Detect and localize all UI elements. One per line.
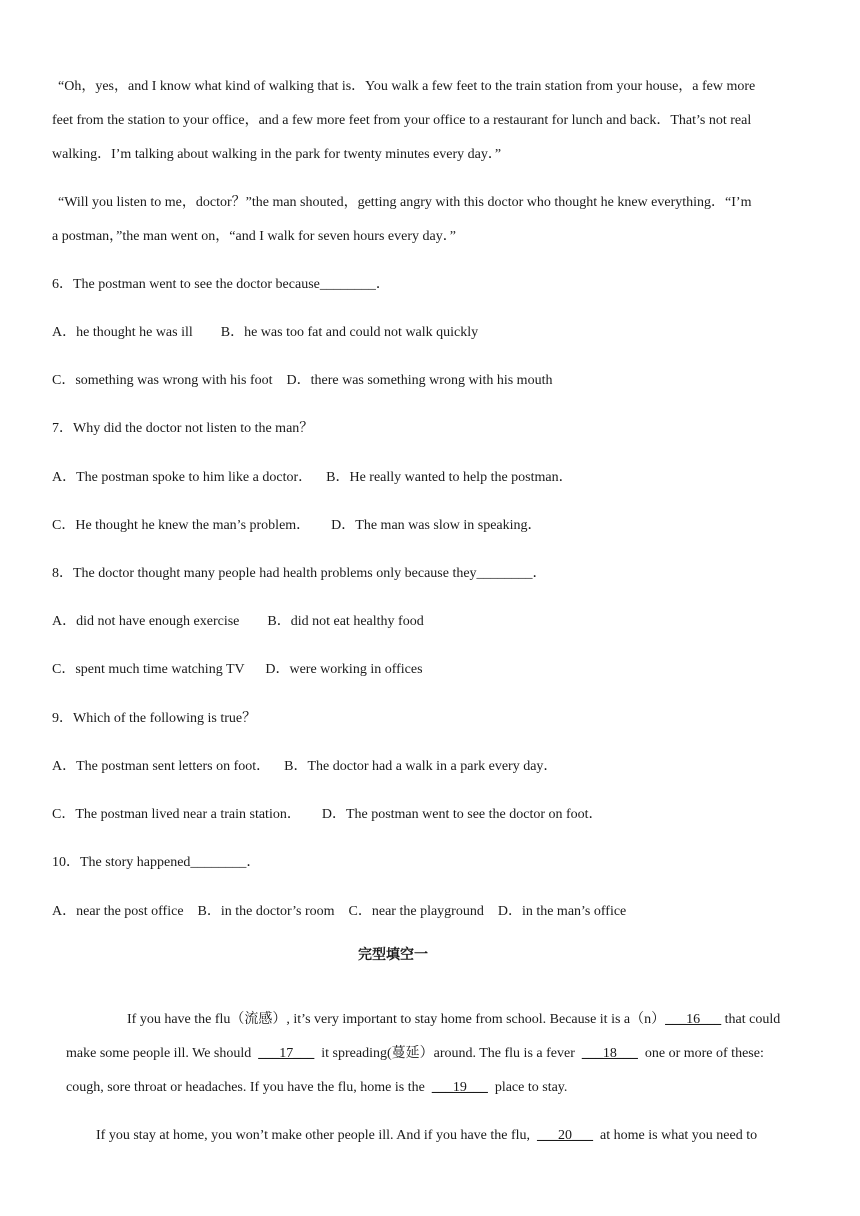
question-options: A．near the post office B．in the doctor’s room C．near the playground D．in the man’s office [52,904,627,919]
cloze-text: place to stay. [487,1080,568,1095]
blank-19: ___19___ [431,1080,488,1095]
passage-line: walking．I’m talking about walking in the park for twenty minutes every day．” [52,147,502,162]
passage-line: feet from the station to your office，and a few more feet from your office to a restaurant for lunch and back．That’s not real [52,113,752,128]
question-options: C．He thought he knew the man’s problem． D．The man was slow in speaking． [52,518,542,533]
blank-16: ___16___ [665,1012,722,1027]
question-stem: 7．Why did the doctor not listen to the man？ [52,421,314,436]
blank-20: ___20___ [537,1128,594,1143]
cloze-text: that could [721,1012,781,1027]
passage-line: a postman，”the man went on，“and I walk for seven hours every day．” [52,229,456,244]
question-options: C．something was wrong with his foot D．there was something wrong with his mouth [52,373,553,388]
cloze-text: cough, sore throat or headaches. If you have the flu, home is the [66,1080,432,1095]
question-options: C．spent much time watching TV D．were working in offices [52,662,423,677]
cloze-text: make some people ill. We should [66,1046,259,1061]
question-options: A．did not have enough exercise B．did not eat healthy food [52,614,424,629]
question-options: A．he thought he was ill B．he was too fat and could not walk quickly [52,325,479,340]
cloze-line [82,1106,757,1166]
cloze-text: it spreading(蔓延）around. The flu is a fever [314,1046,582,1061]
cloze-text: If you have the flu（流感）, it’s very important to stay home from school. Because it is a（n） [127,1012,666,1027]
question-options: A．The postman spoke to him like a doctor． B．He really wanted to help the postman． [52,470,573,485]
blank-18: ___18___ [581,1046,638,1061]
question-options: A．The postman sent letters on foot． B．The doctor had a walk in a park every day． [52,759,558,774]
question-options: C．The postman lived near a train station． D．The postman went to see the doctor on foot． [52,807,603,822]
question-stem: 9．Which of the following is true？ [52,711,257,726]
passage-line: “Oh，yes，and I know what kind of walking that is．You walk a few feet to the train station from your house，a few more [58,79,756,94]
cloze-text: at home is what you need to [593,1128,758,1143]
blank-17: ___17___ [258,1046,315,1061]
question-stem: 8．The doctor thought many people had health problems only because they________． [52,566,547,581]
section-title: 完型填空一 [358,947,428,963]
cloze-text: If you stay at home, you won’t make other people ill. And if you have the flu, [96,1128,538,1143]
cloze-text: one or more of these: [637,1046,764,1061]
question-stem: 6．The postman went to see the doctor because________． [52,277,390,292]
passage-line: “Will you listen to me，doctor？”the man shouted，getting angry with this doctor who thought he knew everything．“I’m [58,195,752,210]
question-stem: 10．The story happened________． [52,855,261,870]
